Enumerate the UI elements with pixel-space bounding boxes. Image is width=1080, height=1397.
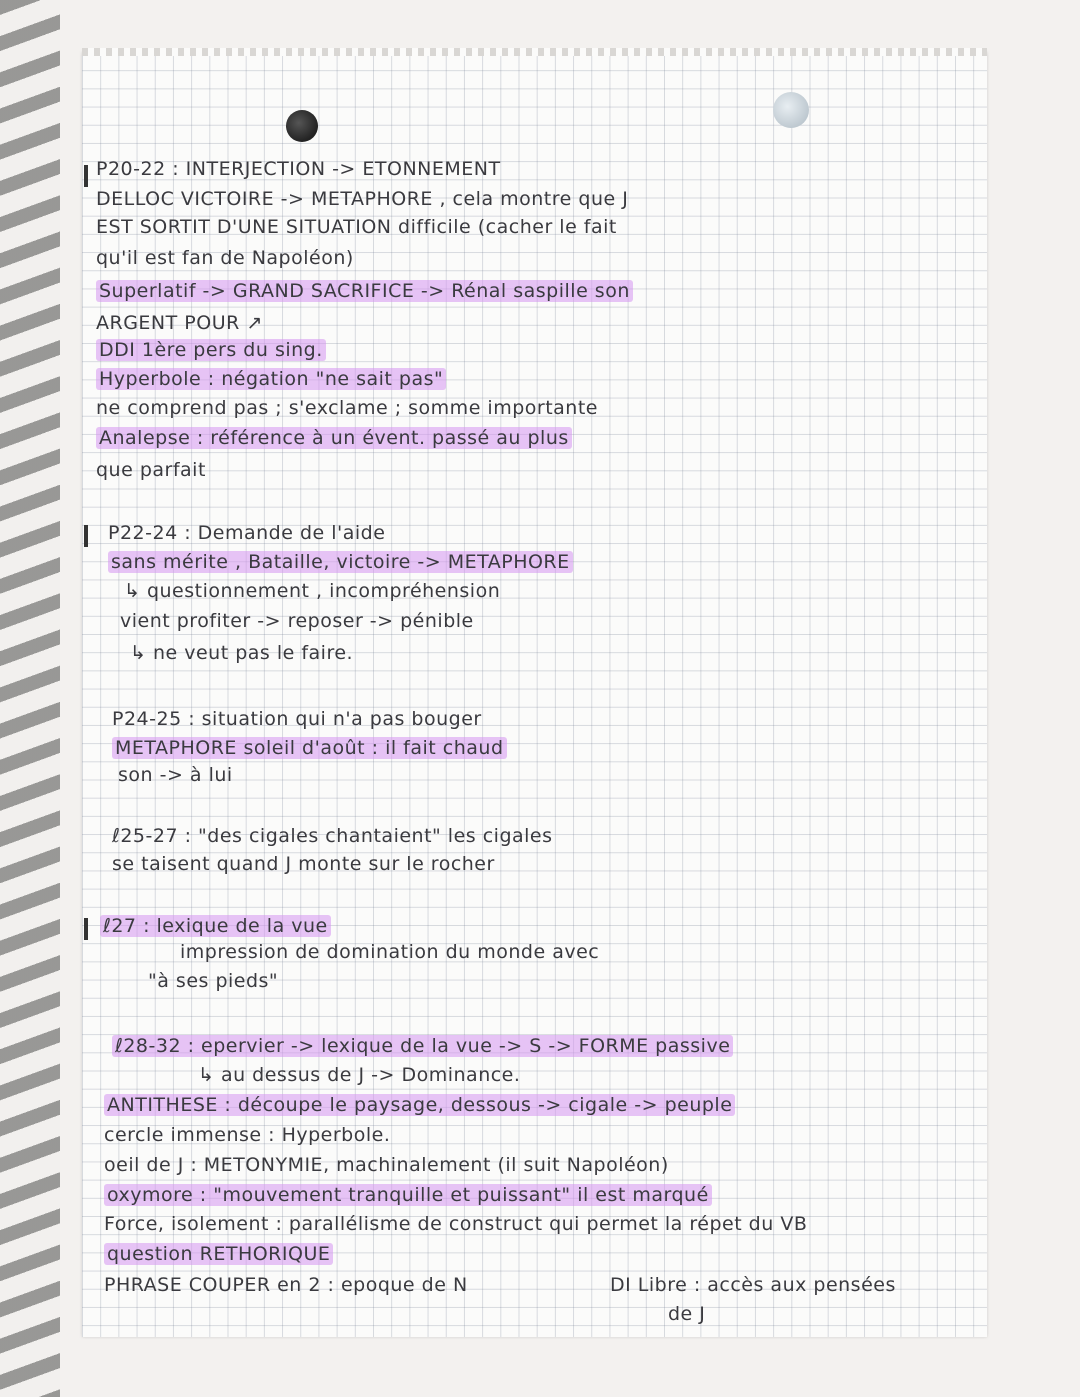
note-line: "à ses pieds" — [148, 970, 279, 992]
note-line: oeil de J : METONYMIE, machinalement (il suit Napoléon) — [104, 1154, 669, 1176]
note-line: ARGENT POUR ↗ — [96, 312, 263, 334]
note-line: Hyperbole : négation "ne sait pas" — [96, 368, 446, 390]
margin-mark — [84, 525, 88, 547]
note-line: vient profiter -> reposer -> pénible — [120, 610, 474, 632]
note-line: cercle immense : Hyperbole. — [104, 1124, 391, 1146]
margin-mark — [84, 165, 88, 187]
note-line: P20-22 : INTERJECTION -> ETONNEMENT — [96, 158, 501, 180]
note-line: Superlatif -> GRAND SACRIFICE -> Rénal saspille son — [96, 280, 633, 302]
note-line: ℓ27 : lexique de la vue — [100, 915, 331, 937]
note-line: DELLOC VICTOIRE -> METAPHORE , cela montre que J — [96, 188, 629, 210]
note-line: PHRASE COUPER en 2 : epoque de N — [104, 1274, 468, 1296]
note-line: EST SORTIT D'UNE SITUATION difficile (cacher le fait — [96, 216, 617, 238]
punch-hole — [286, 110, 318, 142]
note-line: impression de domination du monde avec — [180, 941, 600, 963]
note-line: P24-25 : situation qui n'a pas bouger — [112, 708, 482, 730]
note-line: son -> à lui — [118, 764, 233, 786]
note-line: ℓ25-27 : "des cigales chantaient" les cigales — [112, 825, 553, 847]
note-line: P22-24 : Demande de l'aide — [108, 522, 386, 544]
note-line: ↳ questionnement , incompréhension — [124, 580, 501, 602]
note-line: METAPHORE soleil d'août : il fait chaud — [112, 737, 507, 759]
note-line: ℓ28-32 : epervier -> lexique de la vue -> S -> FORME passive — [112, 1035, 733, 1057]
paper-tear-edge — [82, 48, 987, 56]
note-line: de J — [668, 1303, 706, 1325]
note-line: ne comprend pas ; s'exclame ; somme importante — [96, 397, 598, 419]
note-line: DDI 1ère pers du sing. — [96, 339, 326, 361]
note-line: question RETHORIQUE — [104, 1243, 333, 1265]
note-line: sans mérite , Bataille, victoire -> METAPHORE — [108, 551, 573, 573]
note-line: oxymore : "mouvement tranquille et puissant" il est marqué — [104, 1184, 712, 1206]
margin-mark — [84, 918, 88, 940]
note-line: Analepse : référence à un évent. passé au plus — [96, 427, 572, 449]
note-line: se taisent quand J monte sur le rocher — [112, 853, 495, 875]
note-line: ↳ au dessus de J -> Dominance. — [198, 1064, 521, 1086]
punch-hole — [773, 92, 809, 128]
note-line: DI Libre : accès aux pensées — [610, 1274, 896, 1296]
note-line: qu'il est fan de Napoléon) — [96, 247, 354, 269]
note-line: Force, isolement : parallélisme de construct qui permet la répet du VB — [104, 1213, 808, 1235]
note-line: que parfait — [96, 459, 206, 481]
binder-edge — [0, 0, 60, 1397]
note-line: ↳ ne veut pas le faire. — [130, 642, 354, 664]
note-line: ANTITHESE : découpe le paysage, dessous -> cigale -> peuple — [104, 1094, 735, 1116]
